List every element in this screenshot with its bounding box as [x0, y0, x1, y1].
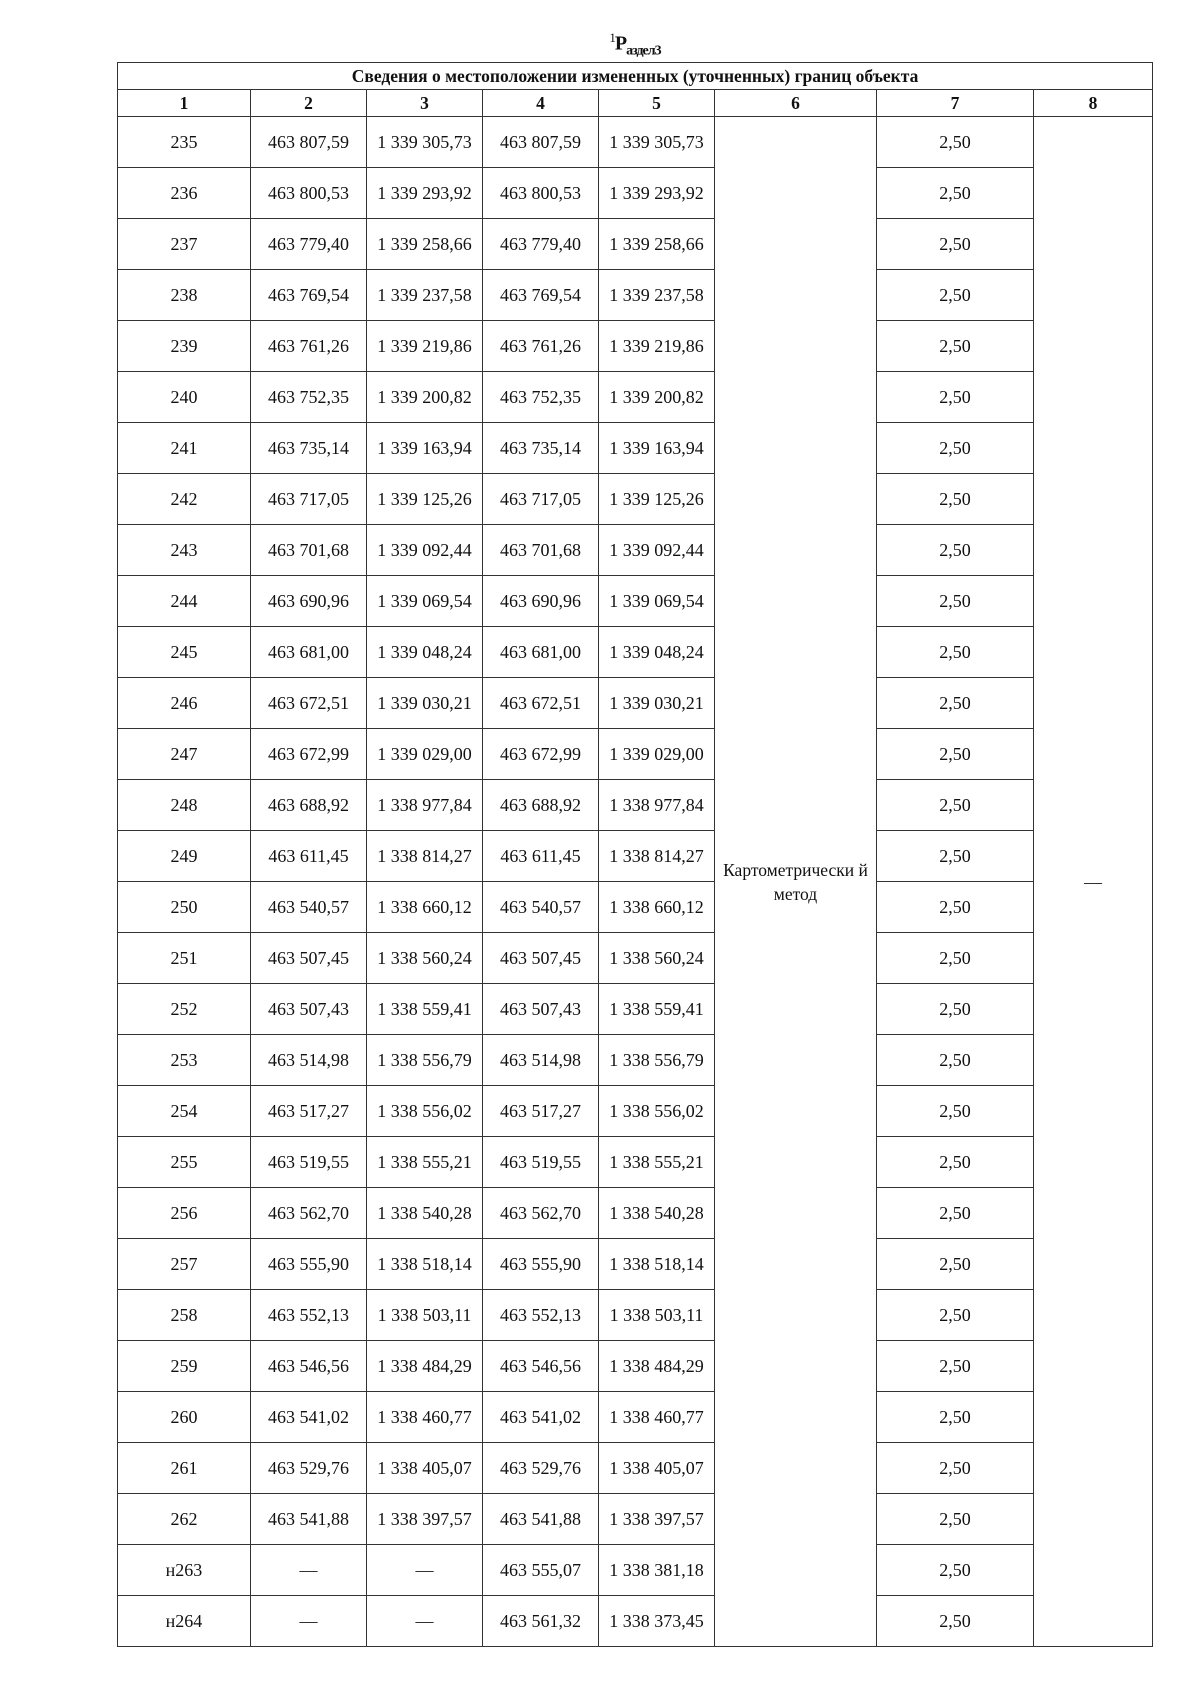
table-row — [118, 474, 1153, 525]
refined-x-cell: 463 541,02 — [483, 1392, 599, 1443]
page-number-main: Р — [614, 32, 627, 55]
point-number-cell: 241 — [118, 423, 251, 474]
existing-y-cell: 1 339 293,92 — [367, 168, 483, 219]
point-number-cell: 250 — [118, 882, 251, 933]
point-number-cell: 247 — [118, 729, 251, 780]
accuracy-cell: 2,50 — [877, 678, 1034, 729]
existing-x-cell: 463 690,96 — [251, 576, 367, 627]
accuracy-cell: 2,50 — [877, 1290, 1034, 1341]
refined-x-cell: 463 717,05 — [483, 474, 599, 525]
existing-y-cell: 1 338 460,77 — [367, 1392, 483, 1443]
refined-y-cell: 1 339 069,54 — [599, 576, 715, 627]
accuracy-cell: 2,50 — [877, 1188, 1034, 1239]
refined-y-cell: 1 339 293,92 — [599, 168, 715, 219]
existing-y-cell: 1 339 069,54 — [367, 576, 483, 627]
existing-x-cell: 463 717,05 — [251, 474, 367, 525]
existing-y-cell: 1 338 518,14 — [367, 1239, 483, 1290]
table-row — [118, 576, 1153, 627]
point-number-cell: 248 — [118, 780, 251, 831]
existing-x-cell: 463 681,00 — [251, 627, 367, 678]
existing-x-cell: — — [251, 1596, 367, 1647]
refined-y-cell: 1 339 163,94 — [599, 423, 715, 474]
boundary-coordinates-table — [117, 62, 1153, 1647]
point-number-cell: 236 — [118, 168, 251, 219]
existing-x-cell: 463 529,76 — [251, 1443, 367, 1494]
existing-x-cell: 463 562,70 — [251, 1188, 367, 1239]
refined-x-cell: 463 517,27 — [483, 1086, 599, 1137]
refined-x-cell: 463 561,32 — [483, 1596, 599, 1647]
refined-y-cell: 1 338 977,84 — [599, 780, 715, 831]
accuracy-cell: 2,50 — [877, 1035, 1034, 1086]
refined-y-cell: 1 339 029,00 — [599, 729, 715, 780]
existing-y-cell: 1 338 484,29 — [367, 1341, 483, 1392]
point-number-cell: 254 — [118, 1086, 251, 1137]
table-row — [118, 1596, 1153, 1647]
table-row — [118, 1494, 1153, 1545]
existing-x-cell: 463 611,45 — [251, 831, 367, 882]
table-row — [118, 1239, 1153, 1290]
accuracy-cell: 2,50 — [877, 474, 1034, 525]
refined-x-cell: 463 672,99 — [483, 729, 599, 780]
point-number-cell: н263 — [118, 1545, 251, 1596]
refined-x-cell: 463 690,96 — [483, 576, 599, 627]
refined-x-cell: 463 562,70 — [483, 1188, 599, 1239]
accuracy-cell: 2,50 — [877, 372, 1034, 423]
existing-x-cell: 463 769,54 — [251, 270, 367, 321]
existing-y-cell: 1 338 977,84 — [367, 780, 483, 831]
refined-x-cell: 463 681,00 — [483, 627, 599, 678]
accuracy-cell: 2,50 — [877, 423, 1034, 474]
existing-x-cell: 463 800,53 — [251, 168, 367, 219]
refined-x-cell: 463 507,45 — [483, 933, 599, 984]
accuracy-cell: 2,50 — [877, 1443, 1034, 1494]
refined-y-cell: 1 338 381,18 — [599, 1545, 715, 1596]
existing-x-cell: 463 672,99 — [251, 729, 367, 780]
accuracy-cell: 2,50 — [877, 219, 1034, 270]
existing-x-cell: 463 540,57 — [251, 882, 367, 933]
existing-x-cell: 463 779,40 — [251, 219, 367, 270]
existing-y-cell: 1 339 237,58 — [367, 270, 483, 321]
column-number-1: 1 — [118, 90, 251, 117]
existing-y-cell: 1 338 397,57 — [367, 1494, 483, 1545]
point-number-cell: 246 — [118, 678, 251, 729]
refined-y-cell: 1 338 556,79 — [599, 1035, 715, 1086]
existing-x-cell: 463 519,55 — [251, 1137, 367, 1188]
refined-x-cell: 463 752,35 — [483, 372, 599, 423]
refined-y-cell: 1 338 814,27 — [599, 831, 715, 882]
accuracy-cell: 2,50 — [877, 1494, 1034, 1545]
existing-y-cell: 1 338 503,11 — [367, 1290, 483, 1341]
table-row — [118, 270, 1153, 321]
refined-x-cell: 463 540,57 — [483, 882, 599, 933]
refined-y-cell: 1 339 219,86 — [599, 321, 715, 372]
table-row — [118, 117, 1153, 168]
existing-x-cell: 463 555,90 — [251, 1239, 367, 1290]
table-row — [118, 1545, 1153, 1596]
point-number-cell: 256 — [118, 1188, 251, 1239]
refined-x-cell: 463 800,53 — [483, 168, 599, 219]
table-row — [118, 729, 1153, 780]
refined-y-cell: 1 339 305,73 — [599, 117, 715, 168]
existing-y-cell: 1 339 092,44 — [367, 525, 483, 576]
existing-y-cell: 1 339 030,21 — [367, 678, 483, 729]
table-row — [118, 780, 1153, 831]
point-number-cell: 255 — [118, 1137, 251, 1188]
table-row — [118, 1443, 1153, 1494]
existing-y-cell: 1 339 048,24 — [367, 627, 483, 678]
table-row — [118, 372, 1153, 423]
accuracy-cell: 2,50 — [877, 729, 1034, 780]
refined-x-cell: 463 688,92 — [483, 780, 599, 831]
refined-x-cell: 463 541,88 — [483, 1494, 599, 1545]
refined-y-cell: 1 339 092,44 — [599, 525, 715, 576]
page-number-prefix: 1 — [609, 30, 615, 45]
table-row — [118, 525, 1153, 576]
refined-x-cell: 463 701,68 — [483, 525, 599, 576]
accuracy-cell: 2,50 — [877, 525, 1034, 576]
point-number-cell: 257 — [118, 1239, 251, 1290]
point-number-cell: 249 — [118, 831, 251, 882]
existing-y-cell: 1 338 556,02 — [367, 1086, 483, 1137]
existing-x-cell: 463 735,14 — [251, 423, 367, 474]
table-row — [118, 1086, 1153, 1137]
refined-x-cell: 463 514,98 — [483, 1035, 599, 1086]
refined-y-cell: 1 338 560,24 — [599, 933, 715, 984]
existing-y-cell: 1 338 560,24 — [367, 933, 483, 984]
accuracy-cell: 2,50 — [877, 984, 1034, 1035]
existing-y-cell: 1 338 660,12 — [367, 882, 483, 933]
refined-x-cell: 463 769,54 — [483, 270, 599, 321]
existing-x-cell: 463 761,26 — [251, 321, 367, 372]
table-row — [118, 933, 1153, 984]
existing-y-cell: 1 339 200,82 — [367, 372, 483, 423]
table-title: Сведения о местоположении измененных (уточненных) границ объекта — [118, 63, 1153, 90]
existing-y-cell: 1 338 405,07 — [367, 1443, 483, 1494]
point-number-cell: 237 — [118, 219, 251, 270]
point-number-cell: 238 — [118, 270, 251, 321]
accuracy-cell: 2,50 — [877, 168, 1034, 219]
existing-y-cell: 1 338 555,21 — [367, 1137, 483, 1188]
point-number-cell: 253 — [118, 1035, 251, 1086]
accuracy-cell: 2,50 — [877, 117, 1034, 168]
column-number-8: 8 — [1034, 90, 1153, 117]
point-number-cell: 259 — [118, 1341, 251, 1392]
refined-y-cell: 1 338 373,45 — [599, 1596, 715, 1647]
refined-y-cell: 1 338 484,29 — [599, 1341, 715, 1392]
point-number-cell: 258 — [118, 1290, 251, 1341]
refined-y-cell: 1 338 405,07 — [599, 1443, 715, 1494]
refined-x-cell: 463 519,55 — [483, 1137, 599, 1188]
accuracy-cell: 2,50 — [877, 1596, 1034, 1647]
existing-x-cell: 463 552,13 — [251, 1290, 367, 1341]
existing-y-cell: 1 339 125,26 — [367, 474, 483, 525]
table-row — [118, 219, 1153, 270]
existing-x-cell: 463 517,27 — [251, 1086, 367, 1137]
section-label: аздел3 — [626, 43, 661, 59]
table-row — [118, 1137, 1153, 1188]
column-number-row — [118, 90, 1153, 117]
table-row — [118, 321, 1153, 372]
table-row — [118, 423, 1153, 474]
existing-x-cell: 463 541,88 — [251, 1494, 367, 1545]
existing-x-cell: 463 514,98 — [251, 1035, 367, 1086]
note-cell: — — [1034, 117, 1153, 1647]
accuracy-cell: 2,50 — [877, 1545, 1034, 1596]
table-row — [118, 831, 1153, 882]
refined-x-cell: 463 779,40 — [483, 219, 599, 270]
existing-x-cell: 463 688,92 — [251, 780, 367, 831]
refined-x-cell: 463 807,59 — [483, 117, 599, 168]
refined-x-cell: 463 735,14 — [483, 423, 599, 474]
refined-y-cell: 1 339 237,58 — [599, 270, 715, 321]
existing-y-cell: — — [367, 1545, 483, 1596]
existing-x-cell: 463 752,35 — [251, 372, 367, 423]
table-row — [118, 1035, 1153, 1086]
table-body — [118, 117, 1153, 1647]
existing-y-cell: 1 339 305,73 — [367, 117, 483, 168]
table-row — [118, 1392, 1153, 1443]
column-number-2: 2 — [251, 90, 367, 117]
column-number-4: 4 — [483, 90, 599, 117]
table-row — [118, 678, 1153, 729]
accuracy-cell: 2,50 — [877, 882, 1034, 933]
method-text: Картометрически й метод — [723, 859, 868, 904]
refined-y-cell: 1 338 540,28 — [599, 1188, 715, 1239]
refined-x-cell: 463 507,43 — [483, 984, 599, 1035]
refined-y-cell: 1 338 397,57 — [599, 1494, 715, 1545]
refined-y-cell: 1 339 125,26 — [599, 474, 715, 525]
refined-x-cell: 463 555,90 — [483, 1239, 599, 1290]
existing-x-cell: 463 546,56 — [251, 1341, 367, 1392]
existing-y-cell: 1 338 559,41 — [367, 984, 483, 1035]
refined-x-cell: 463 672,51 — [483, 678, 599, 729]
point-number-cell: 239 — [118, 321, 251, 372]
table-row — [118, 168, 1153, 219]
existing-x-cell: 463 541,02 — [251, 1392, 367, 1443]
existing-x-cell: 463 701,68 — [251, 525, 367, 576]
point-number-cell: 235 — [118, 117, 251, 168]
accuracy-cell: 2,50 — [877, 1341, 1034, 1392]
page-header — [0, 30, 1200, 60]
point-number-cell: 252 — [118, 984, 251, 1035]
existing-y-cell: 1 338 556,79 — [367, 1035, 483, 1086]
refined-y-cell: 1 338 518,14 — [599, 1239, 715, 1290]
point-number-cell: 244 — [118, 576, 251, 627]
refined-y-cell: 1 338 660,12 — [599, 882, 715, 933]
table-row — [118, 984, 1153, 1035]
existing-x-cell: 463 672,51 — [251, 678, 367, 729]
refined-y-cell: 1 339 048,24 — [599, 627, 715, 678]
accuracy-cell: 2,50 — [877, 1086, 1034, 1137]
refined-y-cell: 1 338 460,77 — [599, 1392, 715, 1443]
refined-y-cell: 1 338 556,02 — [599, 1086, 715, 1137]
accuracy-cell: 2,50 — [877, 627, 1034, 678]
refined-y-cell: 1 338 555,21 — [599, 1137, 715, 1188]
refined-y-cell: 1 338 503,11 — [599, 1290, 715, 1341]
existing-y-cell: — — [367, 1596, 483, 1647]
point-number-cell: 245 — [118, 627, 251, 678]
method-cell — [715, 117, 877, 1647]
refined-x-cell: 463 552,13 — [483, 1290, 599, 1341]
table-row — [118, 1290, 1153, 1341]
accuracy-cell: 2,50 — [877, 933, 1034, 984]
accuracy-cell: 2,50 — [877, 1137, 1034, 1188]
table-row — [118, 1341, 1153, 1392]
accuracy-cell: 2,50 — [877, 831, 1034, 882]
point-number-cell: н264 — [118, 1596, 251, 1647]
refined-x-cell: 463 611,45 — [483, 831, 599, 882]
point-number-cell: 240 — [118, 372, 251, 423]
existing-y-cell: 1 339 219,86 — [367, 321, 483, 372]
accuracy-cell: 2,50 — [877, 1392, 1034, 1443]
existing-x-cell: 463 507,43 — [251, 984, 367, 1035]
point-number-cell: 243 — [118, 525, 251, 576]
point-number-cell: 260 — [118, 1392, 251, 1443]
existing-y-cell: 1 339 258,66 — [367, 219, 483, 270]
refined-y-cell: 1 338 559,41 — [599, 984, 715, 1035]
existing-x-cell: — — [251, 1545, 367, 1596]
column-number-7: 7 — [877, 90, 1034, 117]
refined-x-cell: 463 546,56 — [483, 1341, 599, 1392]
table-row — [118, 1188, 1153, 1239]
column-number-5: 5 — [599, 90, 715, 117]
point-number-cell: 262 — [118, 1494, 251, 1545]
refined-y-cell: 1 339 258,66 — [599, 219, 715, 270]
point-number-cell: 242 — [118, 474, 251, 525]
refined-x-cell: 463 555,07 — [483, 1545, 599, 1596]
accuracy-cell: 2,50 — [877, 270, 1034, 321]
refined-x-cell: 463 761,26 — [483, 321, 599, 372]
column-number-3: 3 — [367, 90, 483, 117]
point-number-cell: 251 — [118, 933, 251, 984]
accuracy-cell: 2,50 — [877, 780, 1034, 831]
accuracy-cell: 2,50 — [877, 321, 1034, 372]
accuracy-cell: 2,50 — [877, 576, 1034, 627]
existing-x-cell: 463 807,59 — [251, 117, 367, 168]
existing-x-cell: 463 507,45 — [251, 933, 367, 984]
existing-y-cell: 1 339 029,00 — [367, 729, 483, 780]
accuracy-cell: 2,50 — [877, 1239, 1034, 1290]
column-number-6: 6 — [715, 90, 877, 117]
table-row — [118, 882, 1153, 933]
table-row — [118, 627, 1153, 678]
refined-y-cell: 1 339 030,21 — [599, 678, 715, 729]
existing-y-cell: 1 339 163,94 — [367, 423, 483, 474]
existing-y-cell: 1 338 814,27 — [367, 831, 483, 882]
point-number-cell: 261 — [118, 1443, 251, 1494]
refined-x-cell: 463 529,76 — [483, 1443, 599, 1494]
existing-y-cell: 1 338 540,28 — [367, 1188, 483, 1239]
refined-y-cell: 1 339 200,82 — [599, 372, 715, 423]
